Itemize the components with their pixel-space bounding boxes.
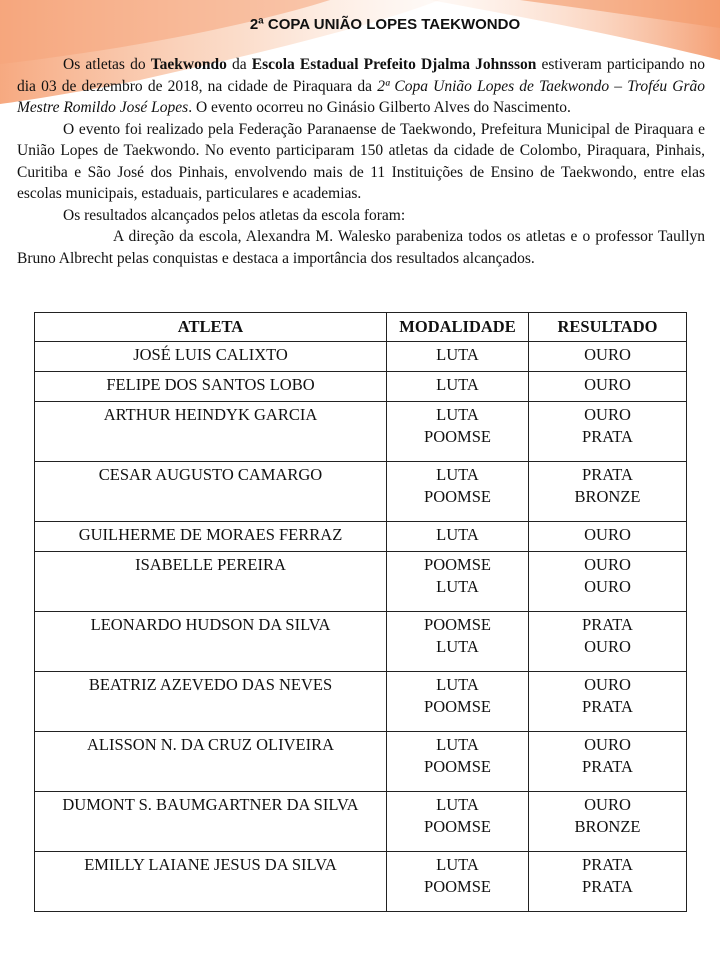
result-1: PRATA bbox=[582, 615, 633, 634]
result-1: OURO bbox=[584, 525, 631, 544]
modality-cell bbox=[387, 462, 529, 522]
table-row bbox=[35, 462, 687, 522]
modality-cell bbox=[387, 672, 529, 732]
table-row bbox=[35, 372, 687, 402]
modality-cell bbox=[387, 372, 529, 402]
p1-text-c: da bbox=[226, 56, 252, 73]
result-2: PRATA bbox=[582, 757, 633, 776]
p1-text-e: estiveram participando no dia 03 de dezembro de 2018, na cidade de Piraquara da bbox=[17, 56, 705, 95]
modality-2: POOMSE bbox=[424, 487, 491, 506]
results-table bbox=[34, 312, 687, 912]
result-cell bbox=[529, 672, 687, 732]
modality-cell bbox=[387, 522, 529, 552]
athlete-cell: GUILHERME DE MORAES FERRAZ bbox=[35, 522, 387, 552]
result-cell bbox=[529, 522, 687, 552]
result-1: OURO bbox=[584, 375, 631, 394]
athlete-cell: DUMONT S. BAUMGARTNER DA SILVA bbox=[35, 792, 387, 852]
modality-2: POOMSE bbox=[424, 877, 491, 896]
result-cell bbox=[529, 372, 687, 402]
modality-2: LUTA bbox=[436, 637, 479, 656]
table-row bbox=[35, 342, 687, 372]
athlete-cell: ARTHUR HEINDYK GARCIA bbox=[35, 402, 387, 462]
paragraph-2: O evento foi realizado pela Federação Paranaense de Taekwondo, Prefeitura Municipal de Piraquara e União Lopes de Taekwondo. No evento participaram 150 atletas da cidade de Colombo, Piraquara, Pinhais, Curitiba e São José dos Pinhais, envolvendo mais de 11 Instituições de Ensino de Taekwondo, entre elas escolas municipais, estaduais, particulares e academias. bbox=[17, 120, 705, 202]
modality-2: POOMSE bbox=[424, 817, 491, 836]
modality-2: POOMSE bbox=[424, 757, 491, 776]
result-2: PRATA bbox=[582, 697, 633, 716]
header-result: RESULTADO bbox=[529, 313, 687, 342]
table-row bbox=[35, 552, 687, 612]
result-cell bbox=[529, 462, 687, 522]
modality-2: POOMSE bbox=[424, 697, 491, 716]
modality-1: LUTA bbox=[436, 735, 479, 754]
modality-1: LUTA bbox=[436, 855, 479, 874]
result-cell bbox=[529, 342, 687, 372]
result-cell bbox=[529, 552, 687, 612]
athlete-cell: ALISSON N. DA CRUZ OLIVEIRA bbox=[35, 732, 387, 792]
table-row bbox=[35, 852, 687, 912]
table-row bbox=[35, 672, 687, 732]
result-2: PRATA bbox=[582, 877, 633, 896]
p1-text-a: Os atletas do bbox=[63, 56, 151, 73]
result-1: PRATA bbox=[582, 465, 633, 484]
table-row bbox=[35, 612, 687, 672]
modality-cell bbox=[387, 402, 529, 462]
modality-1: LUTA bbox=[436, 675, 479, 694]
result-2: BRONZE bbox=[574, 487, 641, 506]
modality-2: LUTA bbox=[436, 577, 479, 596]
p1-text-g: . O evento ocorreu no Ginásio Gilberto Alves do Nascimento. bbox=[188, 99, 571, 116]
modality-1: POOMSE bbox=[424, 615, 491, 634]
modality-cell bbox=[387, 342, 529, 372]
result-cell bbox=[529, 402, 687, 462]
modality-1: POOMSE bbox=[424, 555, 491, 574]
paragraph-4: A direção da escola, Alexandra M. Walesko parabeniza todos os atletas e o professor Taullyn Bruno Albrecht pelas conquistas e destaca a importância dos resultados alcançados. bbox=[17, 228, 705, 267]
table-header-row bbox=[35, 313, 687, 342]
result-2: OURO bbox=[584, 577, 631, 596]
athlete-cell: FELIPE DOS SANTOS LOBO bbox=[35, 372, 387, 402]
result-cell bbox=[529, 732, 687, 792]
result-2: PRATA bbox=[582, 427, 633, 446]
result-1: OURO bbox=[584, 675, 631, 694]
result-cell bbox=[529, 792, 687, 852]
modality-cell bbox=[387, 732, 529, 792]
paragraph-3: Os resultados alcançados pelos atletas da escola foram: bbox=[63, 206, 406, 224]
athlete-cell: CESAR AUGUSTO CAMARGO bbox=[35, 462, 387, 522]
result-cell bbox=[529, 852, 687, 912]
athlete-cell: EMILLY LAIANE JESUS DA SILVA bbox=[35, 852, 387, 912]
modality-1: LUTA bbox=[436, 375, 479, 394]
result-1: OURO bbox=[584, 345, 631, 364]
modality-2: POOMSE bbox=[424, 427, 491, 446]
modality-cell bbox=[387, 792, 529, 852]
table-row bbox=[35, 792, 687, 852]
result-cell bbox=[529, 612, 687, 672]
p1-event-name: 2ª Copa União Lopes de Taekwondo – Troféu Grão Mestre Romildo José Lopes bbox=[17, 77, 705, 116]
modality-1: LUTA bbox=[436, 465, 479, 484]
modality-1: LUTA bbox=[436, 525, 479, 544]
article-body bbox=[17, 54, 705, 269]
athlete-cell: LEONARDO HUDSON DA SILVA bbox=[35, 612, 387, 672]
p1-sport: Taekwondo bbox=[150, 56, 227, 73]
result-1: OURO bbox=[584, 795, 631, 814]
table-row bbox=[35, 522, 687, 552]
result-2: OURO bbox=[584, 637, 631, 656]
modality-cell bbox=[387, 612, 529, 672]
athlete-cell: BEATRIZ AZEVEDO DAS NEVES bbox=[35, 672, 387, 732]
page-title: 2ª COPA UNIÃO LOPES TAEKWONDO bbox=[249, 16, 521, 33]
modality-cell bbox=[387, 552, 529, 612]
paragraph-1 bbox=[17, 54, 705, 119]
result-1: OURO bbox=[584, 555, 631, 574]
table-row bbox=[35, 732, 687, 792]
modality-1: LUTA bbox=[436, 345, 479, 364]
result-1: OURO bbox=[584, 405, 631, 424]
modality-1: LUTA bbox=[436, 405, 479, 424]
result-1: PRATA bbox=[582, 855, 633, 874]
modality-1: LUTA bbox=[436, 795, 479, 814]
header-modality: MODALIDADE bbox=[387, 313, 529, 342]
result-1: OURO bbox=[584, 735, 631, 754]
p1-school-name: Escola Estadual Prefeito Djalma Johnsson bbox=[251, 56, 537, 73]
modality-cell bbox=[387, 852, 529, 912]
result-2: BRONZE bbox=[574, 817, 641, 836]
table-row bbox=[35, 402, 687, 462]
header-athlete: ATLETA bbox=[35, 313, 387, 342]
athlete-cell: JOSÉ LUIS CALIXTO bbox=[35, 342, 387, 372]
athlete-cell: ISABELLE PEREIRA bbox=[35, 552, 387, 612]
